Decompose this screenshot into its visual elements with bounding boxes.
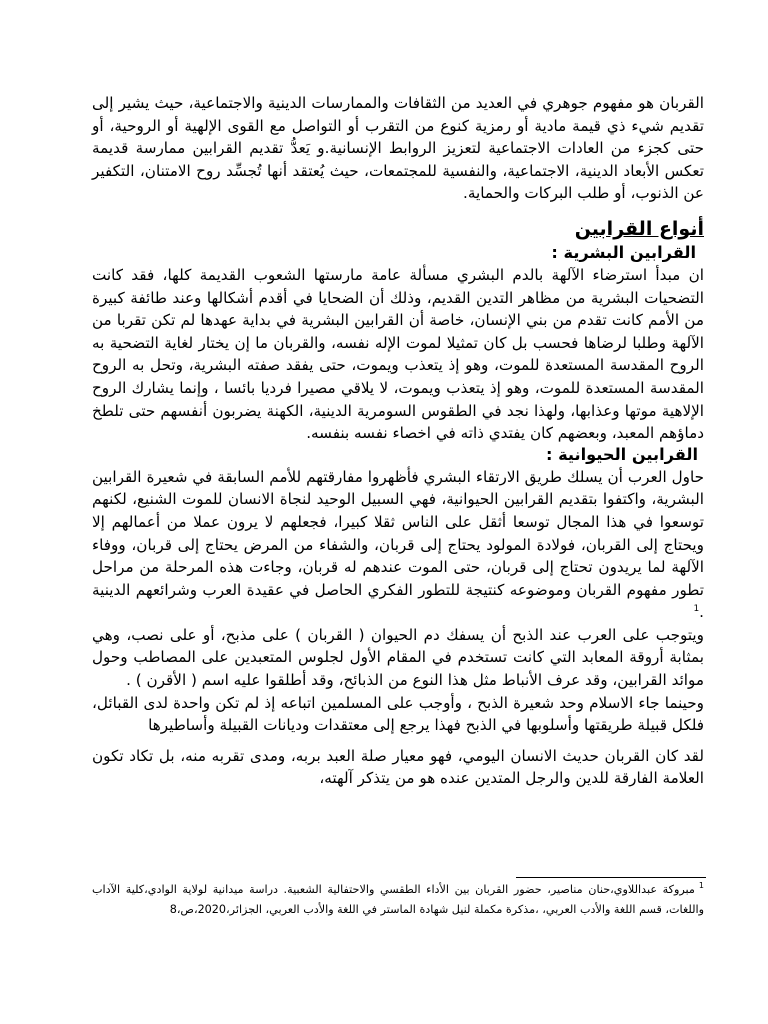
intro-paragraph: القربان هو مفهوم جوهري في العديد من الثقافات والممارسات الدينية والاجتماعية، حيث يشير إلى تقديم شيء ذي قيمة مادية أو رمزية كنوع من التقرب أو التواصل مع القوى الإلهية أو الروحية، أو حتى كجزء من العادات الاجتماعية لتعزيز الروابط الإنسانية.و يَعدُّ تقديم القرابين ممارسة قديمة تعكس الأبعاد الدينية، الاجتماعية، والنفسية للمجتمعات، حيث يُعتقد أنها تُجسِّد روح الامتنان، التكفير عن الذنوب، أو طلب البركات والحماية. (92, 94, 704, 203)
footnote-number: 1 (698, 881, 704, 891)
human-sacrifice-paragraph: ان مبدأ استرضاء الآلهة بالدم البشري مسألة عامة مارستها الشعوب القديمة كلها، فقد كانت التضحيات البشرية من مظاهر التدين القديم، وذلك أن الضحايا في أقدم أشكالها وعند طائفة كبيرة من الأمم كانت تقدم من بني الإنسان، خاصة أن القرابين البشرية في بداية عهدها لم تكن تقربا من الآلهة وطلبا لرضاها فحسب بل كان تمثيلا لموت الإله نفسه، والقربان ما إن يختار لغاية التضحية به الروح المقدسة المستعدة للموت، وهو إذ يتعذب ويموت، حتى يفقد صفته البشرية، وتحل به الروح المقدسة المستعدة للموت، وهو إذ يتعذب ويموت، لا يلاقي مصيرا فرديا بائسا ، وإنما يشارك الروح الإلاهية موتها وعذابها، ولهذا نجد في الطقوس السومرية الدينية، الكهنة يضربون أنفسهم حتى تلطخ دماؤهم المعبد، وبعضهم كان يفتدي ذاته في اخصاء نفسه بنفسه. (92, 265, 704, 443)
paragraph-text: حاول العرب أن يسلك طريق الارتقاء البشري فأظهروا مفارقتهم للأمم السابقة في شعيرة القرابين البشرية، واكتفوا بتقديم القرابين الحيوانية، فهي السبيل الوحيد لنجاة الانسان للموت الشنيع، لكنهم توسعوا في هذا المجال توسعا أثقل على الناس ثقلا كبيرا، فجعلهم لا يرون عملا من أعمالهم إلا ويحتاج إلى القربان، فولادة المولود يحتاج إلى قربان، والشفاء من المرض يحتاج إلى قربان، ووفاء الآلهة لما يريدون تحتاج إلى قربان، حتى الموت عندهم له قربان، وجاءت هذه المرحلة من مراحل تطور مفهوم القربان وموضوعه كنتيجة للتطور الفكري الحاصل في عقيدة العرب وشرائعهم الدينية . (92, 467, 704, 622)
footnote-separator (516, 877, 706, 878)
document-body (92, 92, 704, 790)
section-heading-human-sacrifice: القرابين البشرية : (551, 242, 696, 262)
animal-sacrifice-paragraph-3: وحينما جاء الاسلام وحد شعيرة الذبح ، وأوجب على المسلمين اتباعه إذ لم تكن واحدة لدى القبائل، فلكل قبيلة طريقتها وأسلوبها في الذبح فهذا يرجع إلى معتقدات وديانات القبيلة وأساطيرها (92, 693, 704, 735)
section-heading-animal-sacrifice: القرابين الحيوانية : (546, 444, 698, 464)
footnote-reference[interactable]: 1 (693, 604, 700, 615)
animal-sacrifice-paragraph-4: لقد كان القربان حديث الانسان اليومي، فهو معيار صلة العبد بربه، ومدى تقربه منه، بل تكاد تكون العلامة الفارقة للدين والرجل المتدين عنده هو من يتذكر آلهته، (92, 746, 704, 788)
main-heading: أنواع القرابين (574, 217, 704, 240)
footnote (92, 880, 704, 919)
footnote-text: مبروكة عبداللاوي،حنان مناصير، حضور القربان بين الأداء الطقسي والاحتفالية الشعبية. دراسة ميدانية لولاية الوادي،كلية الآداب واللغات، قسم اللغة والأدب العربي، ،مذكرة مكملة لنيل شهادة الماستر في اللغة والأدب العربي، الجزائر،2020،ص،8 (92, 883, 704, 916)
animal-sacrifice-paragraph-1 (92, 466, 704, 624)
animal-sacrifice-paragraph-2: ويتوجب على العرب عند الذبح أن يسفك دم الحيوان ( القربان ) على مذبح، أو على نصب، وهي بمثابة أروقة المعابد التي كانت تستخدم في المقام الأول لجلوس المتعبدين على المصاطب وحول موائد القرابين، وقد عرف الأنباط مثل هذا النوع من الذبائح، وقد أطلقوا عليه اسم ( الأقرن ) . (92, 625, 704, 690)
